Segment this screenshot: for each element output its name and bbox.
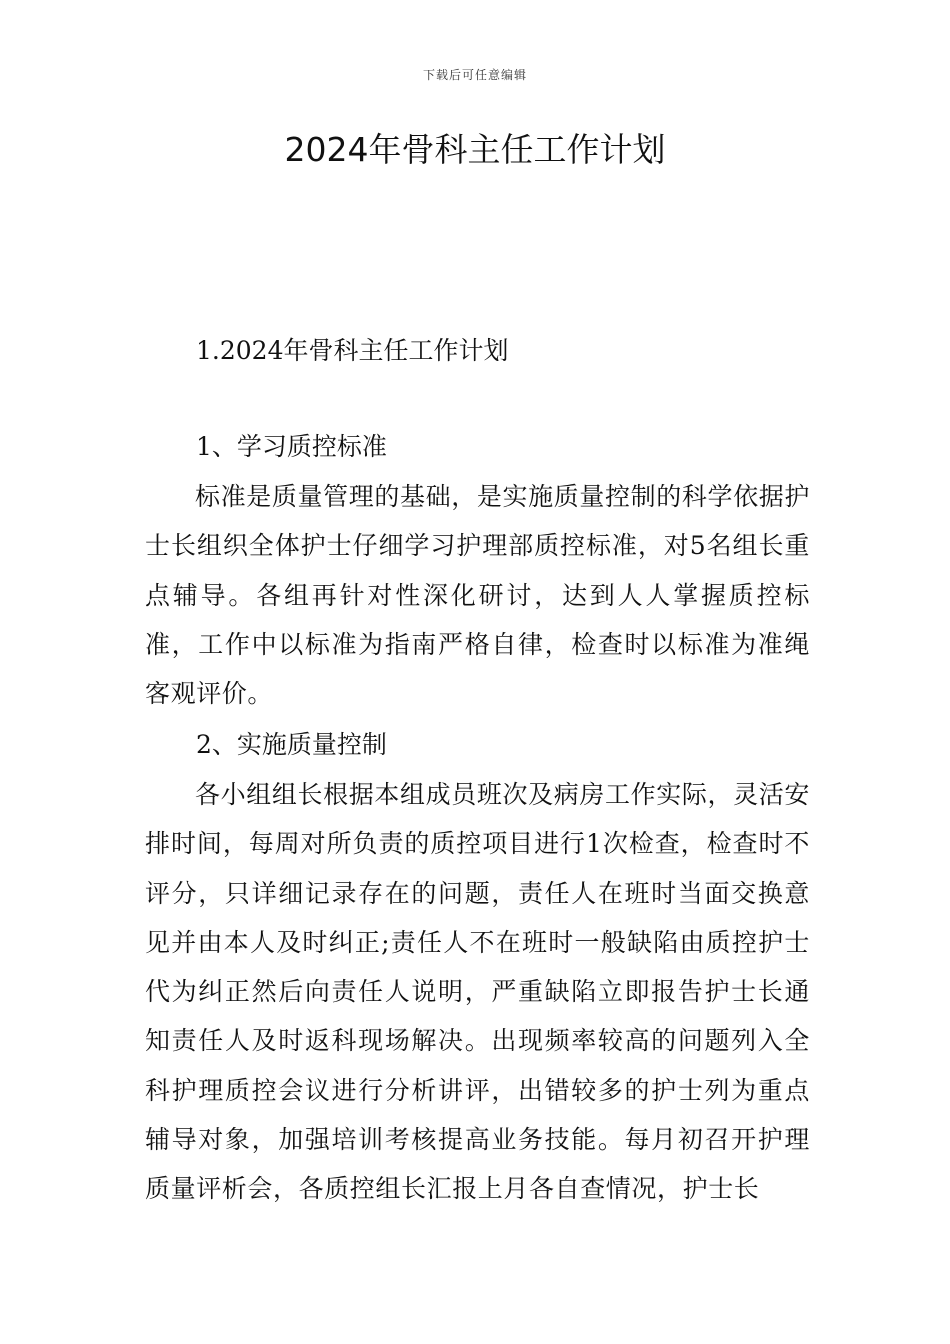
document-title: 2024年骨科主任工作计划 [284, 130, 666, 169]
section-heading: 1、学习质控标准 [196, 432, 387, 461]
section-body [145, 472, 810, 718]
header-watermark: 下载后可任意编辑 [422, 68, 527, 82]
section-body [145, 770, 810, 1214]
section-paragraph: 标准是质量管理的基础，是实施质量控制的科学依据护士长组织全体护士仔细学习护理部质控标准，对5名组长重点辅导。各组再针对性深化研讨，达到人人掌握质控标准，工作中以标准为指南严格自律，检查时以标准为准绳客观评价。 [145, 482, 810, 709]
item-title: 1.2024年骨科主任工作计划 [196, 336, 509, 365]
section-heading: 2、实施质量控制 [196, 730, 387, 759]
section-paragraph: 各小组组长根据本组成员班次及病房工作实际，灵活安排时间，每周对所负责的质控项目进行1次检查，检查时不评分，只详细记录存在的问题，责任人在班时当面交换意见并由本人及时纠正;责任人不在班时一般缺陷由质控护士代为纠正然后向责任人说明，严重缺陷立即报告护士长通知责任人及时返科现场解决。出现频率较高的问题列入全科护理质控会议进行分析讲评，出错较多的护士列为重点辅导对象，加强培训考核提高业务技能。每月初召开护理质量评析会，各质控组长汇报上月各自查情况，护士长 [145, 780, 810, 1204]
